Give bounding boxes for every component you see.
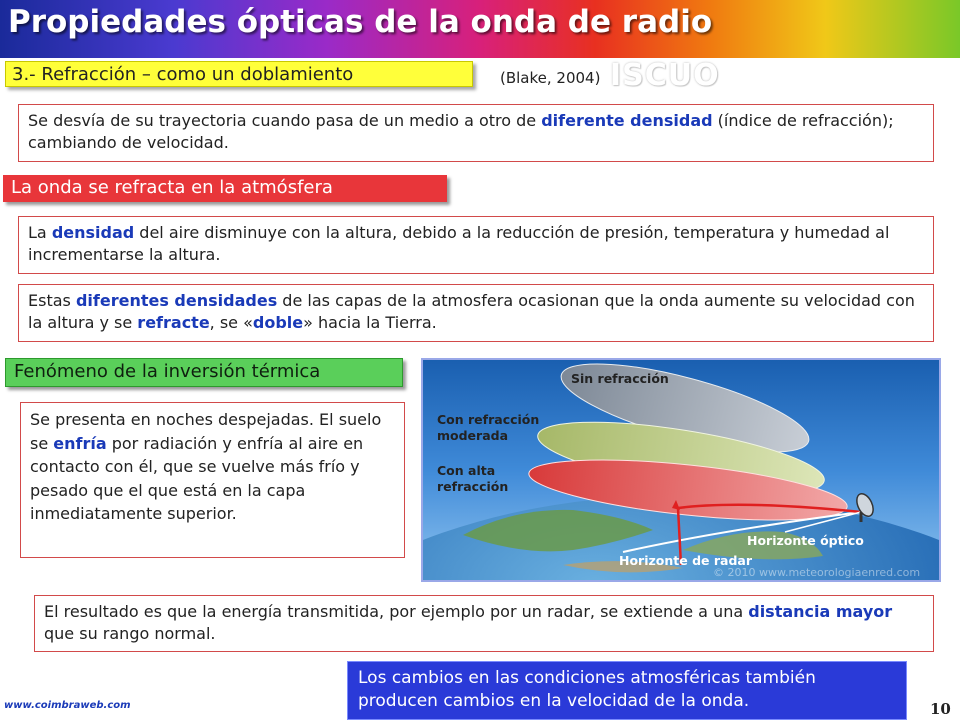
- refraction-diagram-svg: [423, 360, 939, 580]
- label-radar-horizon: Horizonte de radar: [619, 553, 752, 568]
- section-label-atmosphere: La onda se refracta en la atmósfera: [3, 175, 447, 202]
- text-segment: El resultado es que la energía transmitida, por ejemplo por un radar, se extiende a una: [44, 602, 749, 621]
- label-high-refraction-1: Con alta: [437, 463, 496, 478]
- page-title: Propiedades ópticas de la onda de radio: [8, 4, 713, 40]
- label-optical-horizon: Horizonte óptico: [747, 533, 864, 548]
- label-high-refraction-2: refracción: [437, 479, 509, 494]
- image-watermark: © 2010 www.meteorologiaenred.com: [713, 566, 921, 579]
- refraction-diagram: [421, 358, 941, 582]
- label-moderate-refraction-1: Con refracción: [437, 412, 540, 427]
- text-box-densities: [18, 284, 934, 342]
- page-number: 10: [930, 700, 951, 718]
- citation: (Blake, 2004): [500, 69, 601, 87]
- ghost-watermark-text: ISCUO: [610, 58, 720, 93]
- text-box-result: [34, 595, 934, 652]
- label-moderate-refraction-2: moderada: [437, 428, 509, 443]
- section-label-inversion: Fenómeno de la inversión térmica: [5, 358, 403, 387]
- highlight-text: doble: [252, 313, 304, 332]
- text-box-inversion: [20, 402, 405, 558]
- section-label-refraction: 3.- Refracción – como un doblamiento: [5, 61, 473, 87]
- footer-website: www.coimbraweb.com: [4, 700, 131, 711]
- text-segment: Se desvía de su trayectoria cuando pasa de un medio a otro de: [28, 111, 542, 130]
- text-segment: Estas: [28, 291, 76, 310]
- text-segment: » hacia la Tierra.: [303, 313, 437, 332]
- text-segment: , se «: [209, 313, 253, 332]
- label-no-refraction: Sin refracción: [571, 371, 669, 386]
- text-box-density: [18, 216, 934, 274]
- text-segment: La: [28, 223, 52, 242]
- title-bar: [0, 0, 960, 58]
- highlight-text: distancia mayor: [748, 602, 893, 621]
- note-box: Los cambios en las condiciones atmosféricas también producen cambios en la velocidad de la onda.: [347, 661, 907, 720]
- text-box-refraction: [18, 104, 934, 162]
- highlight-text: diferentes densidades: [75, 291, 278, 310]
- text-segment: de las capas de la atmosfera ocasionan que la onda aumente su velocidad con la altura y se: [28, 291, 915, 332]
- text-segment: del aire disminuye con la altura, debido a la reducción de presión, temperatura y humedad al incrementarse la altura.: [28, 223, 890, 264]
- highlight-text: refracte: [137, 313, 210, 332]
- text-segment: (índice de refracción); cambiando de velocidad.: [28, 111, 894, 152]
- text-segment: que su rango normal.: [44, 624, 216, 643]
- highlight-text: diferente densidad: [541, 111, 713, 130]
- highlight-text: densidad: [51, 223, 135, 242]
- text-segment: Se presenta en noches despejadas. El suelo se: [30, 410, 382, 453]
- highlight-text: enfría: [53, 433, 107, 453]
- text-segment: por radiación y enfría al aire en contacto con él, que se vuelve más frío y pesado que el que está en la capa inmediatamente superior.: [30, 433, 364, 523]
